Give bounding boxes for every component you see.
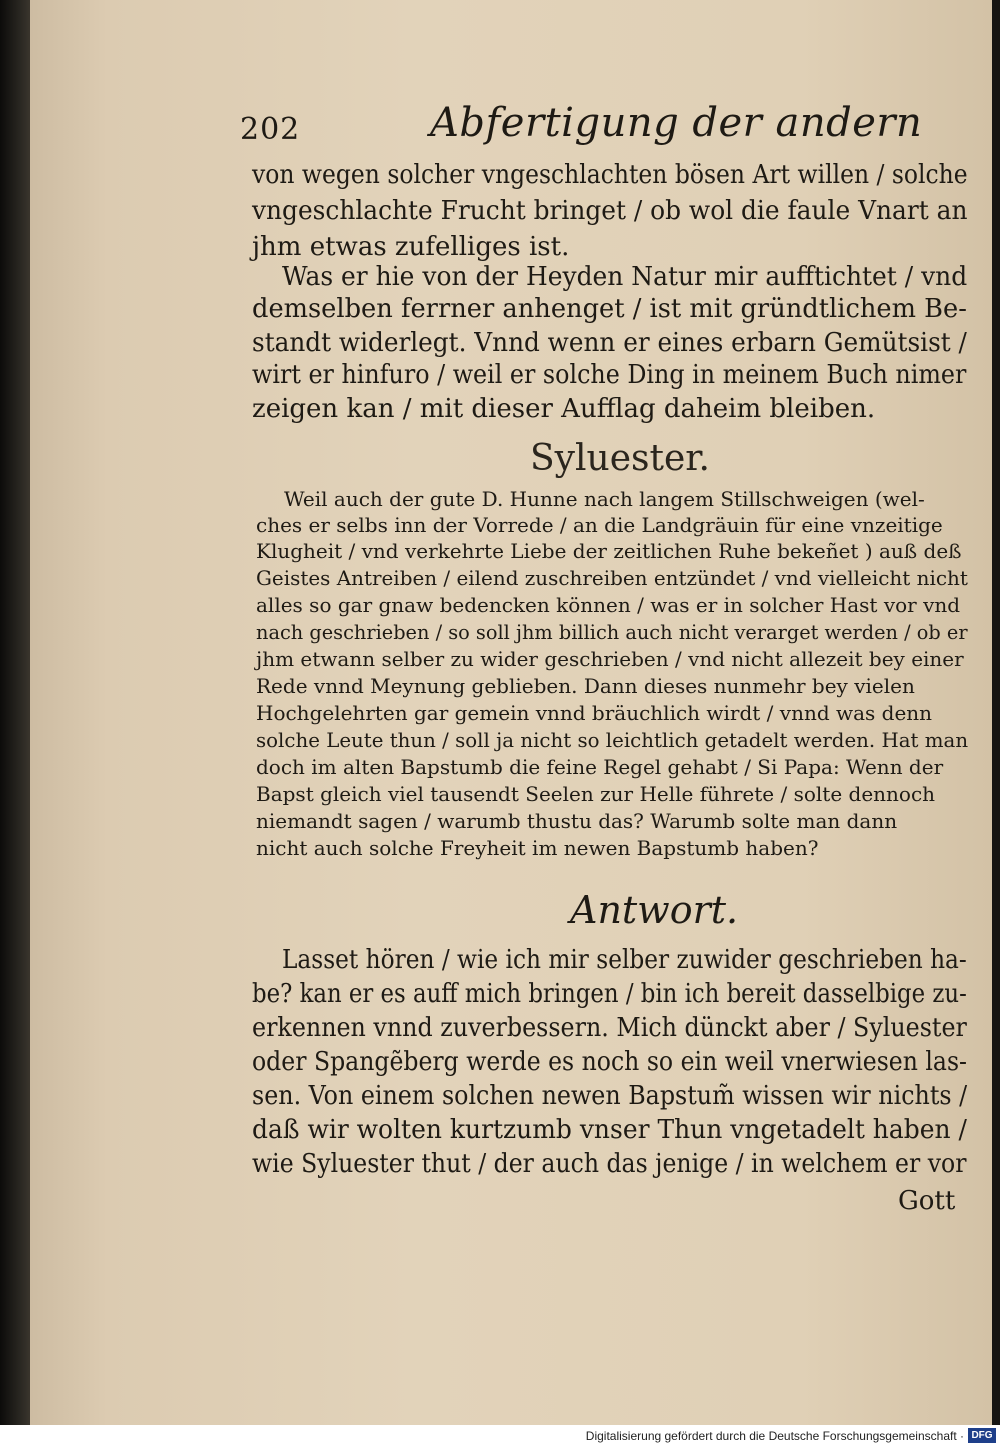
text-line: jhm etwann selber zu wider geschrieben / vnd nicht allezeit bey einer [256, 647, 964, 671]
text-line: Lasset hören / wie ich mir selber zuwider geschrieben ha- [282, 945, 967, 975]
section-heading-antwort: Antwort. [570, 888, 739, 932]
text-line: daß wir wolten kurtzumb vnser Thun vngetadelt haben / [252, 1115, 967, 1145]
page-number: 202 [240, 112, 301, 147]
digitization-footer [0, 1425, 1000, 1447]
text-line: Rede vnnd Meynung geblieben. Dann dieses nunmehr bey vielen [256, 674, 915, 698]
text-line: standt widerlegt. Vnnd wenn er eines erbarn Gemütsist / [252, 328, 967, 358]
funding-credit: Digitalisierung gefördert durch die Deutsche Forschungsgemeinschaft · [585, 1429, 964, 1443]
text-line: oder Spangẽberg werde es noch so ein weil vnerwiesen las- [252, 1047, 968, 1077]
text-line: wirt er hinfuro / weil er solche Ding in meinem Buch nimer [252, 360, 967, 390]
text-line: demselben ferrner anhenget / ist mit gründtlichem Be- [252, 294, 967, 324]
text-line: wie Syluester thut / der auch das jenige / in welchem er vor [252, 1149, 967, 1179]
text-line: vngeschlachte Frucht bringet / ob wol die faule Vnart an [252, 196, 968, 226]
text-line: be? kan er es auff mich bringen / bin ich bereit dasselbige zu- [252, 979, 967, 1009]
text-line: solche Leute thun / soll ja nicht so leichtlich getadelt werden. Hat man [256, 728, 969, 752]
catchword: Gott [898, 1186, 956, 1216]
text-line: Klugheit / vnd verkehrte Liebe der zeitlichen Ruhe bekeñet ) auß deß [256, 539, 962, 563]
running-head [240, 100, 960, 160]
text-line: sen. Von einem solchen newen Bapstum̃ wissen wir nichts / [252, 1081, 968, 1111]
text-line: ches er selbs inn der Vorrede / an die Landgräuin für eine vnzeitige [256, 513, 943, 537]
text-line: Geistes Antreiben / eilend zuschreiben entzündet / vnd vielleicht nicht [256, 566, 968, 590]
running-title: Abfertigung der andern [430, 100, 923, 146]
text-line: Weil auch der gute D. Hunne nach langem Stillschweigen (wel- [284, 487, 925, 511]
text-line: Was er hie von der Heyden Natur mir aufftichtet / vnd [282, 262, 968, 292]
text-line: erkennen vnnd zuverbessern. Mich dünckt aber / Syluester [252, 1013, 967, 1043]
text-line: niemandt sagen / warumb thustu das? Warumb solte man dann [256, 809, 898, 833]
text-line: jhm etwas zufelliges ist. [252, 232, 570, 262]
page-right-edge [992, 0, 1000, 1425]
text-line: alles so gar gnaw bedencken können / was er in solcher Hast vor vnd [256, 593, 961, 617]
book-binding-edge [0, 0, 30, 1425]
section-heading-syluester: Syluester. [530, 438, 710, 479]
text-line: von wegen solcher vngeschlachten bösen Art willen / solche [252, 160, 968, 190]
dfg-logo-icon: DFG [968, 1428, 996, 1443]
text-line: zeigen kan / mit dieser Aufflag daheim bleiben. [252, 394, 876, 424]
text-line: Bapst gleich viel tausendt Seelen zur Helle führete / solte dennoch [256, 782, 936, 806]
text-line: doch im alten Bapstumb die feine Regel gehabt / Si Papa: Wenn der [256, 755, 944, 779]
text-line: nicht auch solche Freyheit im newen Bapstumb haben? [256, 836, 819, 860]
text-line: Hochgelehrten gar gemein vnnd bräuchlich wirdt / vnnd was denn [256, 701, 933, 725]
text-line: nach geschrieben / so soll jhm billich auch nicht verarget werden / ob er [256, 620, 968, 644]
